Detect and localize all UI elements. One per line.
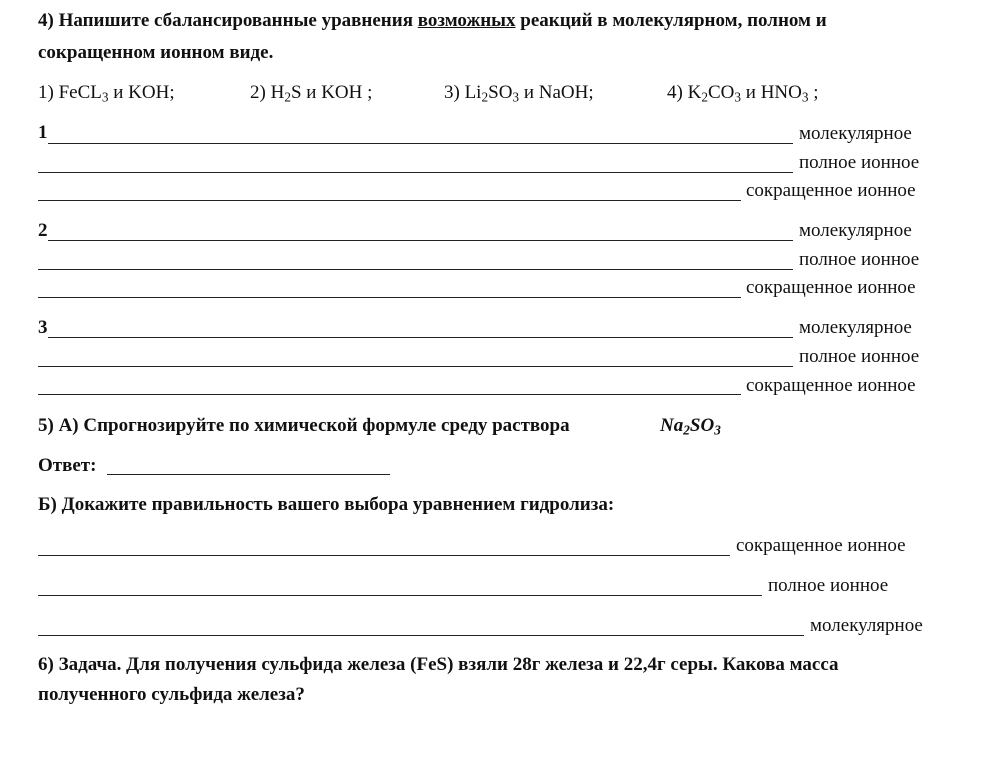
task5-a-question [38,415,570,437]
task5-b-question: Б) Докажите правильность вашего выбора уравнением гидролиза: [38,494,615,515]
block-1-molecular-line[interactable] [48,143,793,144]
task5-molecular-line[interactable] [38,635,804,636]
task5-molecular-label: молекулярное [810,615,923,636]
task4-heading-part2: реакций в молекулярном, полном и [515,10,827,31]
block-1-short-ionic-line[interactable] [38,200,741,201]
block-3-short-ionic-label: сокращенное ионное [746,375,916,396]
block-2-molecular-line[interactable] [48,240,793,241]
block-2-short-ionic-line[interactable] [38,297,741,298]
block-1-number: 1 [38,122,48,143]
block-1-molecular-label: молекулярное [799,123,912,144]
reaction-2: 2) $H_2S$ и KOH ; [250,82,373,105]
block-1-full-ionic-line[interactable] [38,172,793,173]
block-2-molecular-label: молекулярное [799,220,912,241]
block-1-full-ionic-label: полное ионное [799,152,920,173]
block-2-short-ionic-label: сокращенное ионное [746,277,916,298]
task6-line1: 6) Задача. Для получения сульфида железа (FeS) взяли 28г железа и 22,4г серы. Какова масса [38,654,839,675]
task5-full-ionic-label: полное ионное [768,575,889,596]
reaction-4: 4) $K_2CO_3$ и $HNO_3$ ; [667,82,819,105]
block-1-short-ionic-label: сокращенное ионное [746,180,916,201]
reaction-1: 1) FeCL$_3$ и KOH; [38,82,175,105]
block-3-full-ionic-label: полное ионное [799,346,920,367]
reaction-3: 3) $Li_2SO_3$ и NaOH; [444,82,594,105]
task4-heading-part1: 4) Напишите сбалансированные уравнения [38,10,418,31]
block-3-number: 3 [38,317,48,338]
block-3-molecular-label: молекулярное [799,317,912,338]
block-3-full-ionic-line[interactable] [38,366,793,367]
task5-short-ionic-label: сокращенное ионное [736,535,906,556]
task6-line2: полученного сульфида железа? [38,684,305,705]
task4-heading-line2: сокращенном ионном виде. [38,42,274,63]
task5-formula: $Na_2SO_3$ [660,415,721,438]
task5-short-ionic-line[interactable] [38,555,730,556]
task5-a-text: 5) А) Спрогнозируйте по химической формуле среду раствора [38,415,570,436]
task5-answer-line[interactable] [107,474,390,475]
task4-heading-emphasis: возможных [417,10,516,31]
block-2-full-ionic-line[interactable] [38,269,793,270]
block-3-molecular-line[interactable] [48,337,793,338]
task5-answer-label: Ответ: [38,455,97,476]
task5-full-ionic-line[interactable] [38,595,762,596]
block-3-short-ionic-line[interactable] [38,394,741,395]
block-2-number: 2 [38,220,48,241]
task4-heading-line1 [38,10,827,32]
block-2-full-ionic-label: полное ионное [799,249,920,270]
